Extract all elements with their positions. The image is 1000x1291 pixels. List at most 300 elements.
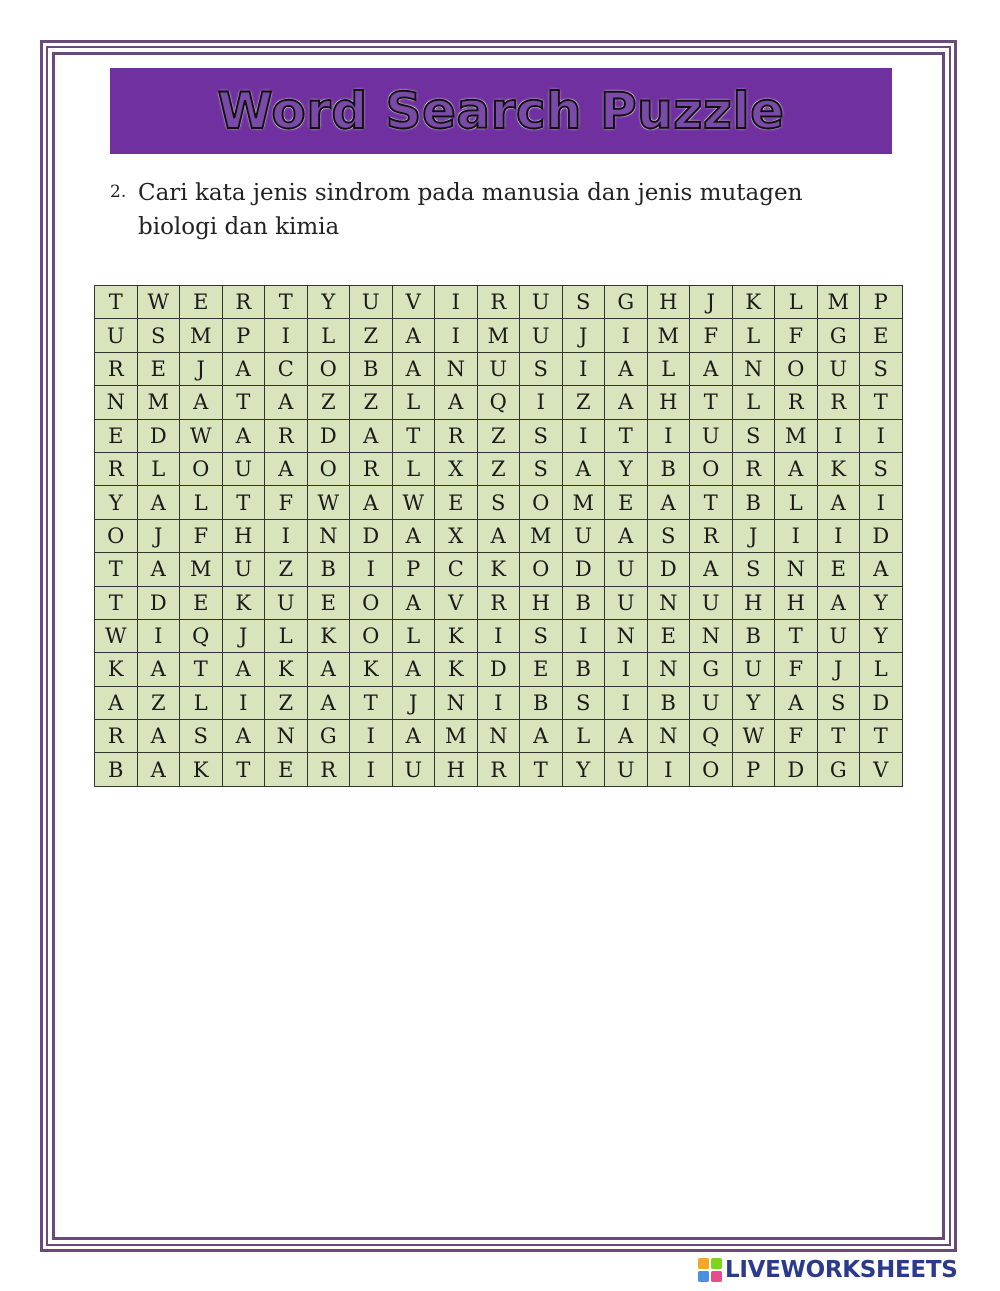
grid-cell[interactable]: B bbox=[732, 486, 775, 519]
grid-cell[interactable]: A bbox=[222, 352, 265, 385]
grid-cell[interactable]: R bbox=[95, 352, 138, 385]
grid-cell[interactable]: S bbox=[647, 519, 690, 552]
grid-cell[interactable]: A bbox=[222, 653, 265, 686]
grid-cell[interactable]: C bbox=[435, 553, 478, 586]
grid-cell[interactable]: E bbox=[435, 486, 478, 519]
grid-cell[interactable]: Z bbox=[265, 686, 308, 719]
grid-cell[interactable]: M bbox=[817, 286, 860, 319]
grid-cell[interactable]: A bbox=[860, 553, 903, 586]
grid-cell[interactable]: I bbox=[817, 419, 860, 452]
grid-cell[interactable]: N bbox=[647, 653, 690, 686]
liveworksheets-logo bbox=[698, 1256, 957, 1284]
grid-cell[interactable]: E bbox=[265, 753, 308, 786]
grid-cell[interactable]: D bbox=[647, 553, 690, 586]
grid-cell[interactable]: U bbox=[817, 352, 860, 385]
grid-cell[interactable]: I bbox=[222, 686, 265, 719]
grid-cell[interactable]: U bbox=[817, 619, 860, 652]
grid-cell[interactable]: U bbox=[732, 653, 775, 686]
grid-cell[interactable]: A bbox=[817, 486, 860, 519]
grid-cell[interactable]: M bbox=[180, 319, 223, 352]
grid-cell[interactable]: L bbox=[265, 619, 308, 652]
grid-cell[interactable]: U bbox=[477, 352, 520, 385]
grid-cell[interactable]: H bbox=[732, 586, 775, 619]
grid-cell[interactable]: A bbox=[222, 720, 265, 753]
grid-cell[interactable]: I bbox=[605, 319, 648, 352]
grid-cell[interactable]: B bbox=[350, 352, 393, 385]
logo-icon-square bbox=[698, 1271, 709, 1282]
grid-cell[interactable]: O bbox=[350, 619, 393, 652]
grid-cell[interactable]: R bbox=[477, 586, 520, 619]
grid-cell[interactable]: A bbox=[435, 386, 478, 419]
grid-cell[interactable]: R bbox=[222, 286, 265, 319]
grid-cell[interactable]: K bbox=[817, 452, 860, 485]
grid-cell[interactable]: T bbox=[690, 486, 733, 519]
grid-cell[interactable]: O bbox=[690, 753, 733, 786]
grid-cell[interactable]: I bbox=[647, 419, 690, 452]
grid-cell[interactable]: A bbox=[605, 386, 648, 419]
grid-cell[interactable]: R bbox=[95, 720, 138, 753]
grid-cell[interactable]: I bbox=[265, 319, 308, 352]
grid-cell[interactable]: V bbox=[860, 753, 903, 786]
grid-cell[interactable]: L bbox=[860, 653, 903, 686]
grid-cell[interactable]: O bbox=[350, 586, 393, 619]
grid-cell[interactable]: J bbox=[180, 352, 223, 385]
grid-cell[interactable]: T bbox=[95, 553, 138, 586]
grid-cell[interactable]: I bbox=[605, 653, 648, 686]
grid-cell[interactable]: T bbox=[222, 386, 265, 419]
grid-cell[interactable]: I bbox=[435, 319, 478, 352]
grid-cell[interactable]: N bbox=[732, 352, 775, 385]
grid-cell[interactable]: L bbox=[180, 686, 223, 719]
grid-cell[interactable]: H bbox=[647, 286, 690, 319]
grid-cell[interactable]: N bbox=[435, 686, 478, 719]
grid-cell[interactable]: D bbox=[562, 553, 605, 586]
grid-cell[interactable]: T bbox=[350, 686, 393, 719]
grid-cell[interactable]: W bbox=[95, 619, 138, 652]
logo-text: LIVEWORKSHEETS bbox=[725, 1257, 958, 1283]
grid-cell[interactable]: A bbox=[605, 519, 648, 552]
grid-cell[interactable]: A bbox=[265, 452, 308, 485]
grid-cell[interactable]: D bbox=[137, 419, 180, 452]
grid-cell[interactable]: Z bbox=[307, 386, 350, 419]
grid-cell[interactable]: Z bbox=[265, 553, 308, 586]
grid-cell[interactable]: J bbox=[732, 519, 775, 552]
grid-cell[interactable]: Q bbox=[477, 386, 520, 419]
grid-cell[interactable]: P bbox=[860, 286, 903, 319]
grid-cell[interactable]: B bbox=[647, 452, 690, 485]
grid-cell[interactable]: O bbox=[775, 352, 818, 385]
grid-cell[interactable]: A bbox=[392, 720, 435, 753]
grid-cell[interactable]: R bbox=[817, 386, 860, 419]
grid-cell[interactable]: N bbox=[95, 386, 138, 419]
grid-cell[interactable]: K bbox=[477, 553, 520, 586]
grid-cell[interactable]: S bbox=[562, 686, 605, 719]
grid-cell[interactable]: E bbox=[137, 352, 180, 385]
grid-cell[interactable]: D bbox=[307, 419, 350, 452]
grid-cell[interactable]: T bbox=[95, 286, 138, 319]
grid-cell[interactable]: X bbox=[435, 519, 478, 552]
grid-cell[interactable]: S bbox=[477, 486, 520, 519]
grid-cell[interactable]: A bbox=[775, 686, 818, 719]
grid-cell[interactable]: M bbox=[647, 319, 690, 352]
grid-cell[interactable]: S bbox=[520, 619, 563, 652]
logo-icon-square bbox=[711, 1258, 722, 1269]
grid-cell[interactable]: F bbox=[180, 519, 223, 552]
grid-cell[interactable]: B bbox=[732, 619, 775, 652]
grid-cell[interactable]: T bbox=[775, 619, 818, 652]
word-search-grid[interactable] bbox=[94, 285, 903, 787]
grid-cell[interactable]: K bbox=[435, 653, 478, 686]
liveworksheets-icon bbox=[698, 1258, 722, 1282]
grid-cell[interactable]: O bbox=[95, 519, 138, 552]
grid-cell[interactable]: A bbox=[137, 486, 180, 519]
grid-cell[interactable]: A bbox=[350, 486, 393, 519]
grid-cell[interactable]: Z bbox=[562, 386, 605, 419]
grid-cell[interactable]: L bbox=[775, 286, 818, 319]
grid-cell[interactable]: I bbox=[562, 352, 605, 385]
grid-cell[interactable]: E bbox=[520, 653, 563, 686]
grid-cell[interactable]: B bbox=[520, 686, 563, 719]
grid-cell[interactable]: A bbox=[392, 352, 435, 385]
grid-cell[interactable]: J bbox=[817, 653, 860, 686]
grid-cell[interactable]: E bbox=[95, 419, 138, 452]
grid-cell[interactable]: A bbox=[605, 720, 648, 753]
grid-cell[interactable]: Y bbox=[860, 586, 903, 619]
grid-cell[interactable]: J bbox=[562, 319, 605, 352]
grid-cell[interactable]: Y bbox=[860, 619, 903, 652]
grid-cell[interactable]: G bbox=[605, 286, 648, 319]
grid-cell[interactable]: L bbox=[392, 386, 435, 419]
grid-row bbox=[95, 753, 903, 786]
grid-cell[interactable]: U bbox=[392, 753, 435, 786]
grid-cell[interactable]: P bbox=[392, 553, 435, 586]
grid-cell[interactable]: R bbox=[775, 386, 818, 419]
grid-cell[interactable]: R bbox=[307, 753, 350, 786]
grid-cell[interactable]: C bbox=[265, 352, 308, 385]
grid-row bbox=[95, 352, 903, 385]
grid-cell[interactable]: K bbox=[435, 619, 478, 652]
grid-cell[interactable]: M bbox=[562, 486, 605, 519]
grid-cell[interactable]: D bbox=[477, 653, 520, 686]
grid-cell[interactable]: N bbox=[605, 619, 648, 652]
grid-cell[interactable]: F bbox=[265, 486, 308, 519]
grid-cell[interactable]: I bbox=[520, 386, 563, 419]
grid-cell[interactable]: D bbox=[860, 686, 903, 719]
grid-cell[interactable]: K bbox=[350, 653, 393, 686]
grid-cell[interactable]: L bbox=[732, 319, 775, 352]
grid-cell[interactable]: E bbox=[180, 586, 223, 619]
grid-cell[interactable]: U bbox=[222, 452, 265, 485]
grid-cell[interactable]: Q bbox=[690, 720, 733, 753]
grid-cell[interactable]: O bbox=[307, 352, 350, 385]
grid-cell[interactable]: L bbox=[775, 486, 818, 519]
grid-cell[interactable]: A bbox=[392, 586, 435, 619]
grid-cell[interactable]: D bbox=[137, 586, 180, 619]
grid-cell[interactable]: Z bbox=[137, 686, 180, 719]
grid-cell[interactable]: A bbox=[137, 553, 180, 586]
grid-cell[interactable]: N bbox=[307, 519, 350, 552]
grid-cell[interactable]: U bbox=[690, 419, 733, 452]
grid-cell[interactable]: G bbox=[307, 720, 350, 753]
grid-cell[interactable]: A bbox=[265, 386, 308, 419]
grid-cell[interactable]: J bbox=[392, 686, 435, 719]
grid-cell[interactable]: R bbox=[350, 452, 393, 485]
grid-cell[interactable]: I bbox=[435, 286, 478, 319]
grid-cell[interactable]: A bbox=[690, 352, 733, 385]
grid-cell[interactable]: L bbox=[180, 486, 223, 519]
grid-cell[interactable]: M bbox=[435, 720, 478, 753]
grid-cell[interactable]: B bbox=[307, 553, 350, 586]
grid-cell[interactable]: U bbox=[605, 586, 648, 619]
grid-cell[interactable]: T bbox=[392, 419, 435, 452]
grid-cell[interactable]: A bbox=[392, 653, 435, 686]
grid-cell[interactable]: U bbox=[95, 319, 138, 352]
grid-cell[interactable]: W bbox=[137, 286, 180, 319]
grid-cell[interactable]: R bbox=[690, 519, 733, 552]
grid-cell[interactable]: H bbox=[222, 519, 265, 552]
grid-row bbox=[95, 553, 903, 586]
grid-cell[interactable]: Y bbox=[732, 686, 775, 719]
grid-cell[interactable]: N bbox=[647, 586, 690, 619]
grid-cell[interactable]: K bbox=[265, 653, 308, 686]
grid-cell[interactable]: S bbox=[562, 286, 605, 319]
grid-cell[interactable]: V bbox=[435, 586, 478, 619]
grid-cell[interactable]: B bbox=[95, 753, 138, 786]
grid-cell[interactable]: F bbox=[775, 720, 818, 753]
grid-cell[interactable]: D bbox=[775, 753, 818, 786]
grid-cell[interactable]: T bbox=[222, 753, 265, 786]
grid-cell[interactable]: S bbox=[817, 686, 860, 719]
grid-cell[interactable]: R bbox=[265, 419, 308, 452]
grid-cell[interactable]: U bbox=[605, 753, 648, 786]
grid-cell[interactable]: K bbox=[222, 586, 265, 619]
grid-cell[interactable]: M bbox=[137, 386, 180, 419]
grid-cell[interactable]: B bbox=[562, 586, 605, 619]
grid-cell[interactable]: K bbox=[732, 286, 775, 319]
grid-cell[interactable]: T bbox=[265, 286, 308, 319]
grid-cell[interactable]: I bbox=[477, 619, 520, 652]
grid-cell[interactable]: L bbox=[392, 619, 435, 652]
instruction-text: Cari kata jenis sindrom pada manusia dan jenis mutagen biologi dan kimia bbox=[138, 180, 803, 240]
grid-cell[interactable]: W bbox=[392, 486, 435, 519]
grid-cell[interactable]: P bbox=[732, 753, 775, 786]
grid-cell[interactable]: S bbox=[732, 419, 775, 452]
grid-cell[interactable]: A bbox=[137, 653, 180, 686]
grid-cell[interactable]: G bbox=[817, 319, 860, 352]
grid-cell[interactable]: T bbox=[520, 753, 563, 786]
grid-cell[interactable]: Z bbox=[477, 452, 520, 485]
grid-cell[interactable]: I bbox=[605, 686, 648, 719]
grid-cell[interactable]: G bbox=[817, 753, 860, 786]
grid-cell[interactable]: Z bbox=[350, 386, 393, 419]
grid-cell[interactable]: S bbox=[180, 720, 223, 753]
grid-cell[interactable]: A bbox=[222, 419, 265, 452]
grid-cell[interactable]: S bbox=[520, 452, 563, 485]
grid-cell[interactable]: U bbox=[690, 586, 733, 619]
grid-cell[interactable]: A bbox=[307, 686, 350, 719]
grid-cell[interactable]: Y bbox=[605, 452, 648, 485]
grid-cell[interactable]: I bbox=[350, 720, 393, 753]
grid-cell[interactable]: R bbox=[477, 753, 520, 786]
grid-cell[interactable]: T bbox=[180, 653, 223, 686]
grid-cell[interactable]: I bbox=[817, 519, 860, 552]
grid-cell[interactable]: W bbox=[180, 419, 223, 452]
grid-cell[interactable]: A bbox=[307, 653, 350, 686]
grid-cell[interactable]: O bbox=[520, 486, 563, 519]
grid-cell[interactable]: D bbox=[350, 519, 393, 552]
grid-cell[interactable]: X bbox=[435, 452, 478, 485]
grid-cell[interactable]: N bbox=[477, 720, 520, 753]
grid-cell[interactable]: Y bbox=[562, 753, 605, 786]
grid-cell[interactable]: I bbox=[562, 619, 605, 652]
grid-cell[interactable]: S bbox=[732, 553, 775, 586]
grid-cell[interactable]: U bbox=[350, 286, 393, 319]
grid-cell[interactable]: L bbox=[392, 452, 435, 485]
grid-cell[interactable]: A bbox=[180, 386, 223, 419]
grid-cell[interactable]: A bbox=[350, 419, 393, 452]
grid-cell[interactable]: A bbox=[392, 519, 435, 552]
grid-cell[interactable]: R bbox=[95, 452, 138, 485]
grid-cell[interactable]: U bbox=[605, 553, 648, 586]
grid-cell[interactable]: O bbox=[180, 452, 223, 485]
instruction-number: 2. bbox=[110, 182, 127, 202]
grid-cell[interactable]: K bbox=[95, 653, 138, 686]
grid-cell[interactable]: M bbox=[180, 553, 223, 586]
grid-cell[interactable]: T bbox=[690, 386, 733, 419]
grid-cell[interactable]: L bbox=[137, 452, 180, 485]
grid-cell[interactable]: W bbox=[732, 720, 775, 753]
grid-cell[interactable]: I bbox=[647, 753, 690, 786]
grid-cell[interactable]: Q bbox=[180, 619, 223, 652]
grid-cell[interactable]: U bbox=[520, 319, 563, 352]
grid-cell[interactable]: J bbox=[690, 286, 733, 319]
grid-cell[interactable]: E bbox=[817, 553, 860, 586]
grid-cell[interactable]: U bbox=[520, 286, 563, 319]
grid-cell[interactable]: Z bbox=[477, 419, 520, 452]
grid-cell[interactable]: I bbox=[860, 419, 903, 452]
grid-cell[interactable]: A bbox=[95, 686, 138, 719]
grid-row bbox=[95, 653, 903, 686]
grid-cell[interactable]: Y bbox=[307, 286, 350, 319]
grid-cell[interactable]: L bbox=[307, 319, 350, 352]
grid-cell[interactable]: U bbox=[222, 553, 265, 586]
grid-cell[interactable]: U bbox=[265, 586, 308, 619]
grid-cell[interactable]: I bbox=[477, 686, 520, 719]
grid-cell[interactable]: I bbox=[775, 519, 818, 552]
grid-row bbox=[95, 386, 903, 419]
grid-cell[interactable]: N bbox=[690, 619, 733, 652]
grid-cell[interactable]: S bbox=[137, 319, 180, 352]
grid-cell[interactable]: A bbox=[392, 319, 435, 352]
grid-cell[interactable]: H bbox=[520, 586, 563, 619]
grid-cell[interactable]: A bbox=[520, 720, 563, 753]
grid-cell[interactable]: T bbox=[222, 486, 265, 519]
grid-cell[interactable]: O bbox=[690, 452, 733, 485]
grid-cell[interactable]: L bbox=[562, 720, 605, 753]
grid-cell[interactable]: V bbox=[392, 286, 435, 319]
grid-cell[interactable]: T bbox=[95, 586, 138, 619]
grid-cell[interactable]: A bbox=[817, 586, 860, 619]
grid-cell[interactable]: W bbox=[307, 486, 350, 519]
grid-cell[interactable]: E bbox=[860, 319, 903, 352]
logo-icon-square bbox=[698, 1258, 709, 1269]
grid-cell[interactable]: T bbox=[860, 386, 903, 419]
grid-cell[interactable]: F bbox=[775, 319, 818, 352]
grid-cell[interactable]: K bbox=[307, 619, 350, 652]
grid-cell[interactable]: S bbox=[520, 419, 563, 452]
grid-cell[interactable]: F bbox=[690, 319, 733, 352]
grid-cell[interactable]: M bbox=[477, 319, 520, 352]
grid-cell[interactable]: E bbox=[605, 486, 648, 519]
grid-cell[interactable]: T bbox=[817, 720, 860, 753]
grid-cell[interactable]: O bbox=[307, 452, 350, 485]
grid-cell[interactable]: R bbox=[477, 286, 520, 319]
grid-cell[interactable]: S bbox=[860, 352, 903, 385]
grid-cell[interactable]: A bbox=[647, 486, 690, 519]
grid-cell[interactable]: E bbox=[180, 286, 223, 319]
grid-cell[interactable]: F bbox=[775, 653, 818, 686]
grid-cell[interactable]: I bbox=[350, 553, 393, 586]
grid-cell[interactable]: E bbox=[307, 586, 350, 619]
grid-cell[interactable]: H bbox=[647, 386, 690, 419]
grid-cell[interactable]: I bbox=[137, 619, 180, 652]
grid-cell[interactable]: E bbox=[647, 619, 690, 652]
grid-cell[interactable]: M bbox=[775, 419, 818, 452]
grid-cell[interactable]: I bbox=[350, 753, 393, 786]
grid-cell[interactable]: P bbox=[222, 319, 265, 352]
grid-cell[interactable]: A bbox=[477, 519, 520, 552]
grid-cell[interactable]: L bbox=[647, 352, 690, 385]
grid-cell[interactable]: G bbox=[690, 653, 733, 686]
grid-cell[interactable]: N bbox=[647, 720, 690, 753]
grid-cell[interactable]: U bbox=[562, 519, 605, 552]
grid-cell[interactable]: H bbox=[435, 753, 478, 786]
grid-cell[interactable]: Z bbox=[350, 319, 393, 352]
grid-cell[interactable]: K bbox=[180, 753, 223, 786]
grid-cell[interactable]: N bbox=[775, 553, 818, 586]
grid-cell[interactable]: R bbox=[435, 419, 478, 452]
grid-cell[interactable]: I bbox=[860, 486, 903, 519]
grid-cell[interactable]: J bbox=[137, 519, 180, 552]
grid-cell[interactable]: T bbox=[605, 419, 648, 452]
grid-cell[interactable]: O bbox=[520, 553, 563, 586]
grid-cell[interactable]: N bbox=[265, 720, 308, 753]
grid-cell[interactable]: M bbox=[520, 519, 563, 552]
grid-cell[interactable]: A bbox=[137, 720, 180, 753]
grid-cell[interactable]: I bbox=[265, 519, 308, 552]
grid-cell[interactable]: B bbox=[562, 653, 605, 686]
grid-cell[interactable]: L bbox=[732, 386, 775, 419]
grid-cell[interactable]: J bbox=[222, 619, 265, 652]
grid-cell[interactable]: T bbox=[860, 720, 903, 753]
grid-cell[interactable]: H bbox=[775, 586, 818, 619]
grid-cell[interactable]: D bbox=[860, 519, 903, 552]
grid-cell[interactable]: A bbox=[690, 553, 733, 586]
grid-cell[interactable]: A bbox=[562, 452, 605, 485]
grid-cell[interactable]: U bbox=[690, 686, 733, 719]
grid-cell[interactable]: A bbox=[605, 352, 648, 385]
grid-cell[interactable]: Y bbox=[95, 486, 138, 519]
grid-cell[interactable]: N bbox=[435, 352, 478, 385]
grid-cell[interactable]: B bbox=[647, 686, 690, 719]
grid-cell[interactable]: S bbox=[520, 352, 563, 385]
logo-icon-square bbox=[711, 1271, 722, 1282]
grid-cell[interactable]: S bbox=[860, 452, 903, 485]
grid-cell[interactable]: A bbox=[775, 452, 818, 485]
grid-cell[interactable]: A bbox=[137, 753, 180, 786]
grid-cell[interactable]: I bbox=[562, 419, 605, 452]
grid-cell[interactable]: R bbox=[732, 452, 775, 485]
